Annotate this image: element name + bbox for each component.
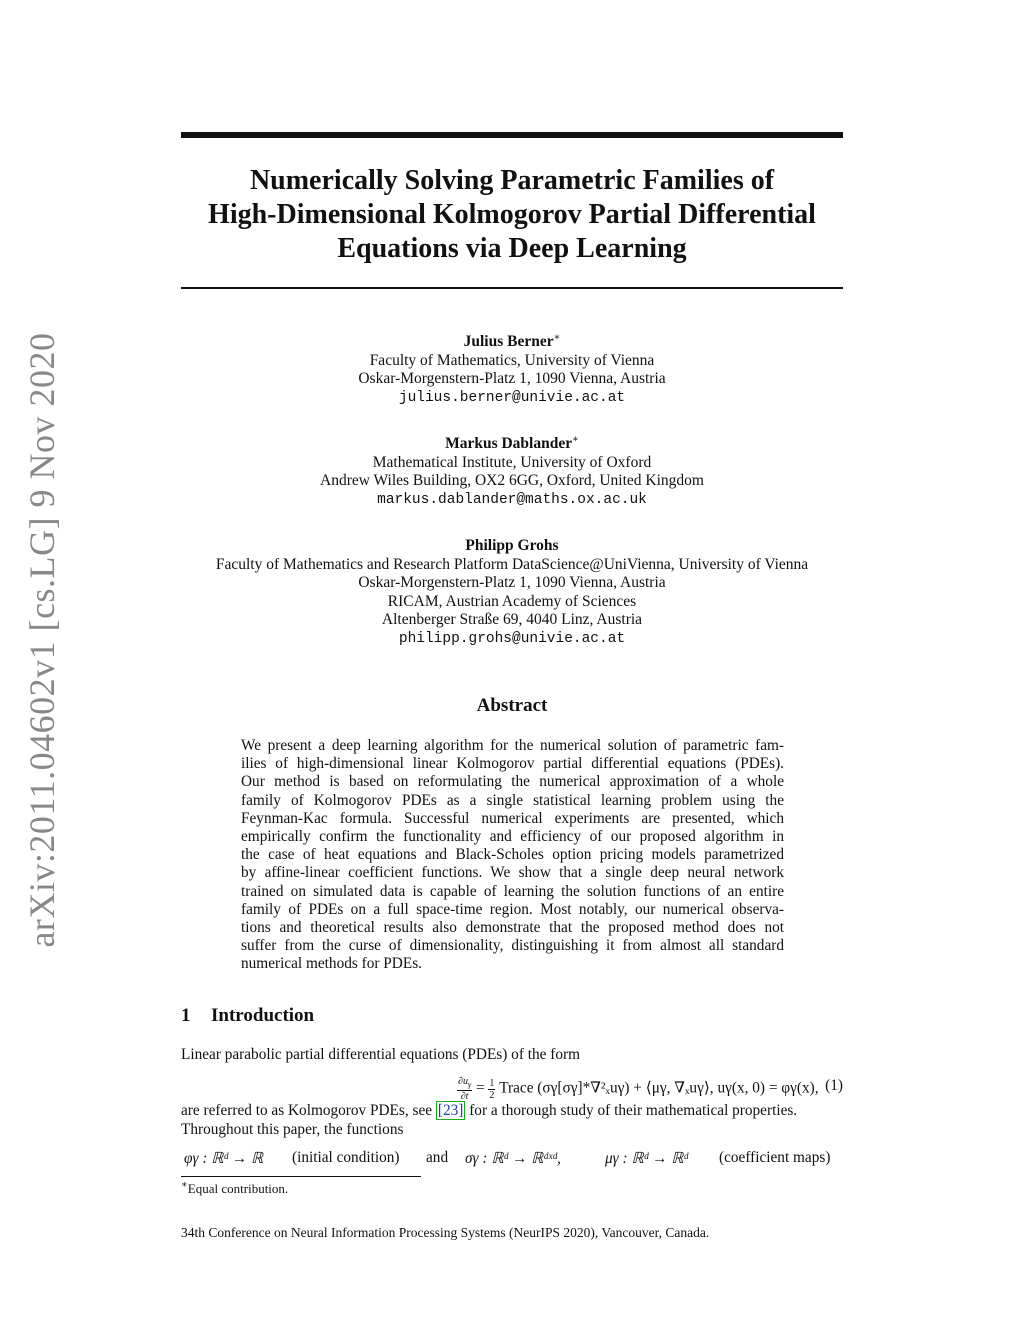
paper-title [181,164,843,266]
title-bottom-rule [181,287,843,289]
arxiv-identifier: arXiv:2011.04602v1 [cs.LG] 9 Nov 2020 [22,332,62,948]
abstract-line: trained on simulated data is capable of learning the solution functions of an entire [241,882,784,900]
equal-contribution-mark: ∗ [553,331,561,343]
section-number: 1 [181,1005,191,1026]
author-block-dablander [150,435,874,509]
abstract-line: tions and theoretical results also demonstrate that the proposed method does not [241,919,784,937]
author-address: Oskar-Morgenstern-Platz 1, 1090 Vienna, Austria [358,574,666,591]
time-derivative: $\frac{\partial u_\gamma}{\partial t}$ [458,1076,472,1102]
abstract-line: family of Kolmogorov PDEs as a single statistical learning problem using the [241,791,784,809]
equation-math: $\frac{\partial u_\gamma}{\partial t}$ = $\frac{1}{2}$ Trace (σγ[σγ]*∇²ₓuγ) + ⟨μγ, ∇ₓuγ⟩, uγ(x, 0) = φγ(x), [458,1076,819,1102]
author-email[interactable]: julius.berner@univie.ac.at [398,389,626,406]
section-title: Introduction [211,1005,315,1026]
abstract-line: empirically confirm the functionality and efficiency of our proposed algorithm in [241,828,784,846]
abstract-line: suffer from the curse of dimensionality, distinguishing it from almost all standard [241,937,784,955]
abstract-body [241,737,784,974]
initial-condition-label: (initial condition) [292,1149,400,1166]
body-line: are referred to as Kolmogorov PDEs, see [23] for a thorough study of their mathematical properties. [181,1102,798,1119]
footnote-mark: ∗ [181,1179,188,1191]
abstract-line: family of PDEs on a full space-time region. Most notably, our numerical observa- [241,900,784,918]
coefficient-maps-label: (coefficient maps) [719,1149,831,1166]
equation-number: (1) [825,1077,843,1094]
equation-1 [181,1074,843,1102]
abstract-line: numerical methods for PDEs. [241,955,422,973]
abstract-line: ilies of high-dimensional linear Kolmogorov partial differential equations (PDEs). [241,755,784,773]
author-email[interactable]: philipp.grohs@univie.ac.at [398,630,626,647]
author-affiliation: Faculty of Mathematics and Research Platform DataScience@UniVienna, University of Vienna [215,555,809,573]
footnote [181,1181,288,1197]
author-email[interactable]: markus.dablander@maths.ox.ac.uk [377,491,647,508]
abstract-heading: Abstract [476,695,548,716]
title-top-rule [181,132,843,138]
mu-map: μγ : ℝᵈ → ℝᵈ [605,1150,689,1167]
intro-paragraph-1 [181,1046,843,1065]
conference-footer: 34th Conference on Neural Information Processing Systems (NeurIPS 2020), Vancouver, Canada. [181,1225,710,1240]
author-address: Andrew Wiles Building, OX2 6GG, Oxford, United Kingdom [320,472,704,489]
footnote-rule [181,1176,421,1177]
author-address-2: Altenberger Straße 69, 4040 Linz, Austria [381,611,643,628]
abstract-line: by affine-linear coefficient functions. We show that a single deep neural network [241,864,784,882]
phi-map: φγ : ℝᵈ → ℝ [184,1150,264,1167]
citation-link[interactable]: [23] [437,1102,464,1119]
author-name: Philipp Grohs [465,537,559,554]
author-name: Markus Dablander [445,435,573,452]
title-line-3: Equations via Deep Learning [337,233,687,264]
author-block-grohs [150,537,874,648]
sigma-map: σγ : ℝᵈ → ℝᵈˣᵈ, [465,1150,561,1167]
author-affiliation-2: RICAM, Austrian Academy of Sciences [387,592,637,610]
abstract-line: Feynman-Kac formula. Successful numerical experiments are presented, which [241,809,784,827]
author-address: Oskar-Morgenstern-Platz 1, 1090 Vienna, Austria [358,370,666,387]
title-line-2: High-Dimensional Kolmogorov Partial Differential [208,199,816,230]
author-affiliation: Faculty of Mathematics, University of Vienna [369,351,655,369]
intro-paragraph-2 [181,1102,843,1139]
abstract-line: the case of heat equations and Black-Scholes option pricing models parametrized [241,846,784,864]
author-block-berner [150,333,874,407]
abstract-line: We present a deep learning algorithm for the numerical solution of parametric fam- [241,737,784,754]
author-affiliation: Mathematical Institute, University of Oxford [372,453,652,471]
section-heading-introduction [181,1005,314,1027]
and-word: and [426,1149,449,1166]
equal-contribution-mark: ∗ [572,433,579,445]
abstract-line: Our method is based on reformulating the numerical approximation of a whole [241,773,784,791]
body-line: Linear parabolic partial differential equations (PDEs) of the form [181,1046,580,1063]
author-name: Julius Berner [463,333,554,350]
body-line: Throughout this paper, the functions [181,1120,404,1138]
one-half: $\frac{1}{2}$ [489,1077,495,1101]
footnote-text: Equal contribution. [187,1181,289,1196]
title-line-1: Numerically Solving Parametric Families of [249,165,775,196]
equation-rhs: Trace (σγ[σγ]*∇²ₓuγ) + ⟨μγ, ∇ₓuγ⟩, uγ(x, 0) = φγ(x), [499,1079,819,1097]
